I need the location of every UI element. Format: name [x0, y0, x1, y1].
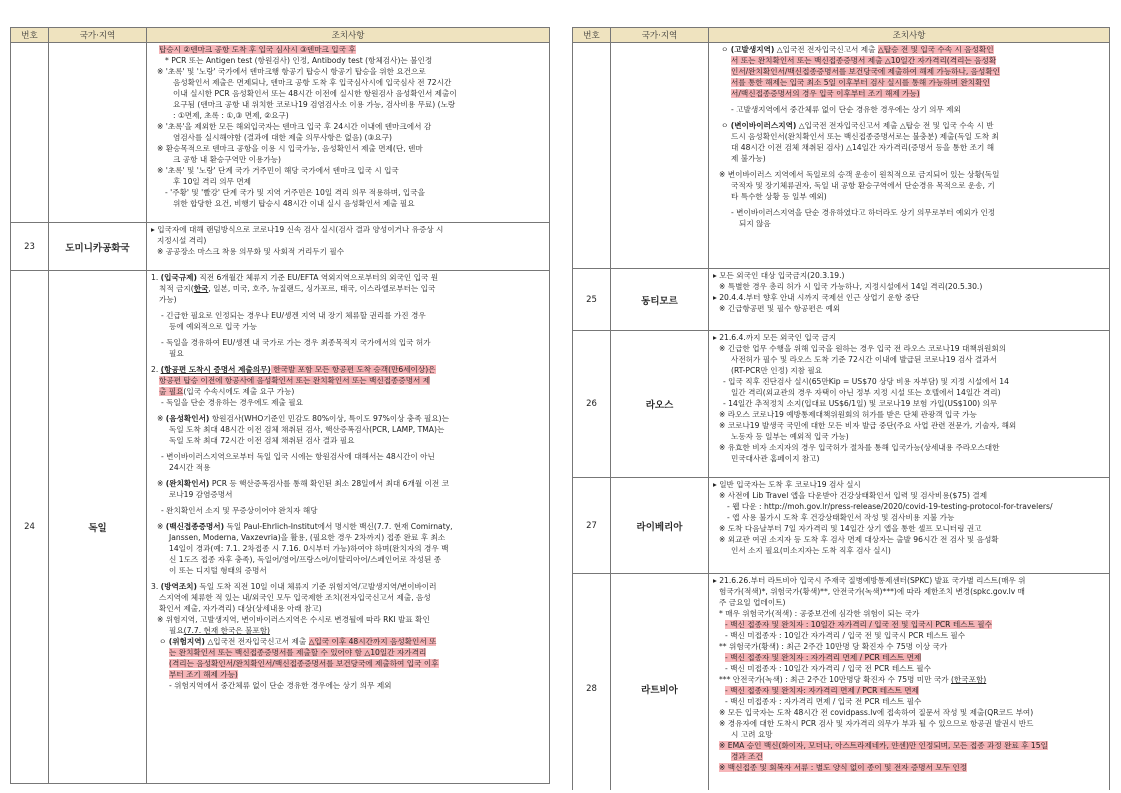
text-segment: 경과 조건 [731, 752, 763, 761]
text-segment: 확인서 제출, 자가격리) 대상(상세내용 아래 참고) [159, 604, 322, 613]
left-page [10, 27, 550, 790]
text-line [151, 581, 545, 592]
text-line [713, 479, 1105, 490]
country-name: 동티모르 [611, 269, 709, 331]
text-segment: ▸ 20.4.4.부터 향후 안내 시까지 국제선 인근 상업기 운항 중단 [713, 293, 920, 302]
text-line [151, 272, 545, 283]
text-segment: 서를 통한 해제는 입국 최소 5일 이후부터 검사 실시를 통해 가능하며 완치확인 [731, 78, 990, 87]
text-line [713, 398, 1105, 409]
text-segment: (위험지역) [168, 637, 206, 646]
text-segment: (격리는 음성확인서/완치확인서/백신접종증명서를 보건당국에 제출하여 입국 이후 [169, 659, 439, 668]
text-line [713, 270, 1105, 281]
text-line [713, 354, 1105, 365]
text-segment: 시 고려 요망 [731, 730, 773, 739]
measures-cell [709, 478, 1110, 574]
text-segment: ㅇ [159, 637, 169, 646]
text-segment: ※ 경유자에 대한 도착시 PCR 검사 및 자가격리 의무가 부과 될 수 있으므로 항공권 발권시 반드 [719, 719, 1034, 728]
text-segment: 국적자 및 장기체류권자, 독일 내 공항 환승구역에서 단순경유 목적으로 운송, 기 [731, 181, 995, 190]
text-segment: (변이바이러스지역) [730, 121, 797, 130]
text-segment: 칙적 금지( [159, 284, 194, 293]
text-segment: 지정시설 격리) [157, 236, 207, 245]
text-segment: - 독일을 단순 경유하는 경우에도 제출 필요 [161, 398, 303, 407]
text-segment: ※ 외교관 여권 소지자 등 도착 후 검사 면제 대상자는 출발 96시간 전 검사 및 음성확 [719, 535, 999, 544]
table-row [573, 269, 1110, 331]
text-line [151, 462, 545, 473]
text-segment: ㅇ [721, 121, 731, 130]
text-segment: ※ 긴급항공편 및 필수 항공편은 예외 [719, 304, 841, 313]
text-line [713, 281, 1105, 292]
text-segment: 독일 도착 최대 48시간 이전 검체 채취된 검사, 핵산증폭검사(PCR, LAMP, TMA)는 [169, 425, 445, 434]
measures-cell [709, 43, 1110, 269]
text-segment: 일간 격리(외교관의 경우 자택이 아닌 정부 지정 시설 또는 호텔에서 14일간 격리) [731, 388, 1001, 397]
right-page [572, 27, 1110, 790]
text-line [151, 44, 545, 55]
text-line [713, 88, 1105, 99]
text-line [713, 718, 1105, 729]
text-line [713, 169, 1105, 180]
table-row [573, 478, 1110, 574]
text-line [713, 523, 1105, 534]
text-segment: ** 위험국가(황색) : 최근 2주간 10만명 당 확진자 수 75명 이상 국가 [719, 642, 948, 651]
text-segment: 14일이 경과(예: 7.1. 2차접종 시 7.16. 0시부터 가능)하여야 하며(완치자의 경우 백 [169, 544, 449, 553]
text-line [713, 218, 1105, 229]
text-segment: 독일 도착 직전 10일 이내 체류지 기준 위험지역/고발생지역/변이바이러 [196, 582, 437, 591]
text-segment: PCR 등 핵산증폭검사를 통해 확인된 최소 28일에서 최대 6개월 이전 코 [209, 479, 449, 488]
text-line [713, 608, 1105, 619]
text-line [151, 154, 545, 165]
header-country: 국가·지역 [49, 28, 147, 43]
measures-cell [709, 574, 1110, 791]
text-line [151, 235, 545, 246]
text-segment: ▸ 일반 입국자는 도착 후 코로나19 검사 실시 [713, 480, 861, 489]
text-line [713, 387, 1105, 398]
text-line [151, 321, 545, 332]
table-row [573, 331, 1110, 478]
text-segment: ▸ 모든 외국인 대상 입국금지(20.3.19.) [713, 271, 845, 280]
text-segment: 인서 소지 필요(미소지자는 도착 직후 검사 실시) [731, 546, 891, 555]
row-number: 25 [573, 269, 611, 331]
header-no: 번호 [573, 28, 611, 43]
country-name: 라오스 [611, 331, 709, 478]
text-segment: ※ '초록'을 제외한 모든 해외입국자는 덴마크 입국 후 24시간 이내에 덴마크에서 감 [157, 122, 432, 131]
text-line [713, 191, 1105, 202]
text-line [151, 658, 545, 669]
text-line [713, 641, 1105, 652]
country-name: 라트비아 [611, 574, 709, 791]
text-line [151, 375, 545, 386]
text-segment: ▸ 21.6.26.부터 라트비아 입국시 주재국 질병예방통제센터(SPKC) 발표 국가별 리스트(매우 위 [713, 576, 1026, 585]
text-segment: 24시간 적용 [169, 463, 211, 472]
text-segment: ※ 도착 다음날부터 7일 자가격리 및 14일간 상기 앱을 통한 셀프 모니터링 권고 [719, 524, 982, 533]
text-line [151, 603, 545, 614]
text-line [713, 131, 1105, 142]
country-name: 독일 [49, 271, 147, 784]
text-segment: (완치확인서) [165, 479, 210, 488]
text-segment: 필요 [169, 349, 184, 358]
text-segment: 후 10일 격리 의무 면제 [173, 177, 252, 186]
text-segment: - 백신 접종자 및 완치자 : 자가격리 면제 / PCR 테스트 면제 [725, 653, 922, 662]
text-segment: 되지 않음 [739, 219, 771, 228]
header-measures: 조치사항 [709, 28, 1110, 43]
text-line [713, 453, 1105, 464]
text-line [713, 303, 1105, 314]
text-segment: 염검사를 실시해야함 (결과에 대한 제출 의무사항은 없음) (③요구) [173, 133, 392, 142]
text-segment: (고발생지역) [730, 45, 775, 54]
measures-cell [709, 269, 1110, 331]
text-line [713, 332, 1105, 343]
text-segment: - 긴급한 필요로 인정되는 경우나 EU/솅겐 지역 내 장기 체류할 권리를 가진 경우 [161, 311, 426, 320]
text-segment: 독일 도착 최대 72시간 이전 검체 채취된 검사 결과 필요 [169, 436, 355, 445]
text-segment: (항공편 도착시 증명서 제출의무) [160, 365, 271, 374]
text-segment: 2. [151, 365, 161, 374]
text-segment: ※ '초록' 및 '노랑' 국가에서 덴마크행 항공기 탑승시 항공기 탑승을 위한 요건으로 [157, 67, 426, 76]
text-line [713, 696, 1105, 707]
text-segment: (한국포함) [950, 675, 987, 684]
text-line [713, 630, 1105, 641]
row-number: 27 [573, 478, 611, 574]
text-line [151, 614, 545, 625]
text-line [713, 751, 1105, 762]
text-line [151, 246, 545, 257]
text-line [713, 685, 1105, 696]
text-line [151, 337, 545, 348]
text-line [151, 413, 545, 424]
text-line [713, 575, 1105, 586]
text-line [713, 77, 1105, 88]
entry-measures-table-left [10, 27, 550, 784]
text-segment: 위한 합당한 요건, 비행기 탑승시 48시간 이내 실시 음성확인서 제출 필요 [173, 199, 415, 208]
text-segment: - 백신 미접종자 : 자가격리 면제 / 입국 전 PCR 테스트 필수 [725, 697, 922, 706]
table-row [11, 43, 550, 223]
text-line [151, 478, 545, 489]
table-row [11, 223, 550, 271]
text-segment: (음성확인서) [165, 414, 210, 423]
text-segment: - 백신 접종자 및 완치자 : 10일간 자가격리 / 입국 전 및 입국시 PCR 테스트 필수 [725, 620, 992, 629]
text-segment: 노동자 등 일부는 예외적 입국 가능) [731, 432, 849, 441]
text-segment: 인서/완치확인서/백신접종증명서를 보건당국에 제출하여 해제 가능하나, 음성확인 [731, 67, 1001, 76]
text-line [151, 424, 545, 435]
text-segment: - 앱 사용 불가시 도착 후 건강상태확인서 작성 및 검사비용 지불 가능 [727, 513, 955, 522]
country-name [611, 43, 709, 269]
measures-cell [709, 331, 1110, 478]
text-segment: ※ 긴급한 업무 수행을 위해 입국을 원하는 경우 입국 전 라오스 코로나19 대책위원회의 [719, 344, 1007, 353]
text-segment: ※ 환승목적으로 덴마크 공항을 이용 시 입국가능, 음성확인서 제출 면제(단, 덴마 [157, 144, 423, 153]
text-segment: ※ EMA 승인 백신(화이자, 모더나, 아스트라제네카, 얀센)만 인정되며, 모든 접종 과정 완료 후 15일 [719, 741, 1048, 750]
text-segment: 가능) [159, 295, 177, 304]
text-segment: 서 또는 완치확인서 또는 백신접종증명서 제출 △10일간 자가격리(격리는 음성확 [731, 56, 997, 65]
text-line [713, 512, 1105, 523]
text-segment: , 일본, 미국, 호주, 뉴질랜드, 싱가포르, 태국, 이스라엘로부터는 입국 [208, 284, 436, 293]
row-number: 24 [11, 271, 49, 784]
text-segment: : ①면제, 초록 : ①,③ 면제, ②요구) [173, 111, 289, 120]
text-line [713, 545, 1105, 556]
text-segment: - 고발생지역에서 중간체류 없이 단순 경유한 경우에는 상기 의무 제외 [731, 105, 961, 114]
text-segment: 스지역에 체류한 적 있는 내/외국인 모두 입국제한 조치(전자입국신고서 제출, 음성 [159, 593, 431, 602]
text-segment: ※ 공공장소 마스크 착용 의무화 및 사회적 거리두기 필수 [157, 247, 345, 256]
text-line [713, 762, 1105, 773]
text-segment: ※ 위험지역, 고발생지역, 변이바이러스지역은 수시로 변경될에 따라 RKI 발표 확인 [157, 615, 430, 624]
text-segment: △입국전 전자입국신고서 제출 [774, 45, 878, 54]
text-line [713, 142, 1105, 153]
text-segment: 직전 6개월간 체류지 기준 EU/EFTA 역외지역으로부터의 외국인 입국 원 [196, 273, 439, 282]
text-segment: 출 필요 [159, 387, 184, 396]
text-line [151, 99, 545, 110]
text-line [151, 121, 545, 132]
text-line [713, 409, 1105, 420]
text-segment: 항원검사(WHO기준인 민감도 80%이상, 특이도 97%이상 충족 필요)는 [209, 414, 449, 423]
text-line [713, 207, 1105, 218]
text-line [713, 442, 1105, 453]
text-line [713, 729, 1105, 740]
text-line [151, 132, 545, 143]
text-line [151, 532, 545, 543]
text-segment: 한국발 포함 모든 항공편 도착 승객(만6세이상)은 [270, 365, 436, 374]
text-segment: 신 1도즈 접종 자후 충족), 독일어/영어/프랑스어/이탈리아어/스페인어로 작성된 종 [169, 555, 442, 564]
text-line [713, 44, 1105, 55]
text-segment: ※ 모든 입국자는 도착 48시간 전 covidpass.lv에 접속하여 질문서 작성 및 제출(QR코드 부여) [719, 708, 1034, 717]
table-row [573, 43, 1110, 269]
text-segment: 민국대사관 홈페이지 참고) [731, 454, 820, 463]
text-segment: ※ 사전에 Lib Travel 앱을 다운받아 건강상태확인서 입력 및 검사비용($75) 결제 [719, 491, 988, 500]
text-segment: - 14일간 추적정치 소지(입대료 US$6/1일) 및 코로나19 보험 가입(US$100) 의무 [723, 399, 998, 408]
text-segment: (7.7. 현재 한국은 불포함) [183, 626, 271, 635]
text-line [151, 397, 545, 408]
text-line [713, 740, 1105, 751]
text-segment: ※ '초록' 및 '노랑' 단계 국가 거주민이 해당 국가에서 덴마크 입국 시 입국 [157, 166, 399, 175]
header-country: 국가·지역 [611, 28, 709, 43]
text-line [151, 176, 545, 187]
text-segment: ※ 변이바이러스 지역에서 독일로의 승객 운송이 원칙적으로 금지되어 있는 상황(독일 [719, 170, 1000, 179]
text-line [713, 707, 1105, 718]
text-segment: △입국전 전자입국신고서 제출 △탑승 전 및 입국 수속 시 반 [796, 121, 994, 130]
text-segment: ▸ 입국자에 대해 랜덤방식으로 코로나19 신속 검사 실시(검사 결과 양성이거나 유증상 시 [151, 225, 444, 234]
text-line [713, 376, 1105, 387]
text-line [713, 619, 1105, 630]
text-segment: 드시 음성확인서(완치확인서 또는 백신접종증명서로는 불충분) 제출(독일 도착 최 [731, 132, 999, 141]
text-line [151, 669, 545, 680]
measures-cell [147, 271, 550, 784]
text-line [713, 365, 1105, 376]
text-segment: 제 불가능) [731, 154, 766, 163]
text-segment: - 완치확인서 소지 및 무증상이어야 완치자 해당 [161, 506, 318, 515]
text-segment: 대 48시간 이전 검체 채취된 검사) △14일간 자가격리(증명서 등을 통한 조기 해 [731, 143, 995, 152]
text-segment: (RT-PCR만 인정) 지참 필요 [731, 366, 823, 375]
text-segment: 이 또는 디지털 형태의 증명서 [169, 566, 267, 575]
text-line [713, 153, 1105, 164]
text-segment: 1. [151, 273, 161, 282]
text-segment: 사전허가 필수 및 라오스 도착 기준 72시간 이내에 발급된 코로나19 검사 결과서 [731, 355, 997, 364]
text-segment: - 변이바이러스지역으로부터 독일 입국 시에는 항원검사에 대해서는 48시간이 아닌 [161, 452, 435, 461]
text-segment: 독일 Paul-Ehrlich-Institut에서 명시한 백신(7.7. 현재 Comirnaty, [224, 522, 453, 531]
text-segment: ※ 특별한 경우 총리 허가 시 입국 가능하나, 지정시설에서 14일 격리(20.5.30.) [719, 282, 983, 291]
text-line [713, 343, 1105, 354]
text-segment: - 백신 미접종자 : 10일간 자가격리 / 입국 전 및 입국시 PCR 테스트 필수 [725, 631, 966, 640]
text-segment: Janssen, Moderna, Vaxzevria)을 활용, (필요한 경우 2차까지) 접종 완료 후 최소 [169, 533, 446, 542]
text-line [151, 88, 545, 99]
text-segment: * 매우 위험국가(적색) : 공중보건에 심각한 위험이 되는 국가 [719, 609, 920, 618]
country-name [49, 43, 147, 223]
text-line [151, 77, 545, 88]
row-number: 23 [11, 223, 49, 271]
text-segment: - 백신 미접종자 : 10일간 자가격리 / 입국 전 PCR 테스트 필수 [725, 664, 931, 673]
text-line [151, 592, 545, 603]
text-segment: (입국 수속시에도 제출 요구 가능) [183, 387, 295, 396]
text-line [713, 55, 1105, 66]
text-segment: 이내 실시한 PCR 음성확인서 또는 48시간 이전에 실시한 항원검사 음성확인서 제출이 [173, 89, 457, 98]
text-segment: 등에 예외적으로 입국 가능 [169, 322, 257, 331]
row-number: 28 [573, 574, 611, 791]
text-segment: - 위험지역에서 중간체류 없이 단순 경유한 경우에는 상기 의무 제외 [169, 681, 392, 690]
text-segment: ※ 유효한 비자 소지자의 경우 입국허가 절차를 통해 입국가능(상세내용 주라오스대한 [719, 443, 1000, 452]
text-segment: 요구됨 (덴마크 공항 내 위치한 코로나19 검염검사소 이용 가능, 검사비용 무료) (노랑 [173, 100, 456, 109]
text-segment: 필요 [169, 626, 184, 635]
text-line [151, 565, 545, 576]
text-line [713, 663, 1105, 674]
text-line [713, 431, 1105, 442]
text-line [713, 490, 1105, 501]
text-segment: 크 공항 내 환승구역만 이용가능) [173, 155, 281, 164]
text-line [151, 451, 545, 462]
row-number [573, 43, 611, 269]
text-line [713, 652, 1105, 663]
text-segment: ※ 백신접종 및 회복자 서류 : 별도 양식 없이 종이 및 전자 증명서 모두 인정 [719, 763, 968, 772]
text-line [151, 489, 545, 500]
text-line [151, 187, 545, 198]
table-header-row [573, 28, 1110, 43]
text-segment: ※ [157, 479, 166, 488]
text-line [151, 283, 545, 294]
text-segment: - 변이바이러스지역을 단순 경유하였다고 하더라도 상기 의무로부터 예외가 인정 [731, 208, 996, 217]
text-line [151, 364, 545, 375]
text-line [151, 554, 545, 565]
text-line [151, 647, 545, 658]
row-number [11, 43, 49, 223]
text-segment: ▸ 21.6.4.까지 모든 외국인 입국 금지 [713, 333, 837, 342]
text-segment: 는 완치확인서 또는 백신접종증명서를 제출할 수 있어야 함 △10일간 자가격리 [169, 648, 427, 657]
text-segment: ※ 라오스 코로나19 예방통제대책위원회의 허가를 받은 단체 관광객 입국 가능 [719, 410, 977, 419]
text-segment: *** 안전국가(녹색) : 최근 2주간 10만명당 확진자 수 75명 미만 국가 [719, 675, 951, 684]
text-line [713, 66, 1105, 77]
text-segment: 주 금요일 업데이트) [719, 598, 786, 607]
text-segment: 타 특수한 상황 등 일부 예외) [731, 192, 827, 201]
text-segment: △입국전 전자입국신고서 제출 [205, 637, 309, 646]
text-segment: - 입국 직후 진단검사 실시(65만Kip = US$70 상당 비용 자부담) 및 지정 시설에서 14 [723, 377, 1009, 386]
header-measures: 조치사항 [147, 28, 550, 43]
text-line [151, 505, 545, 516]
text-line [713, 501, 1105, 512]
text-line [151, 435, 545, 446]
text-segment: 3. [151, 582, 161, 591]
text-segment: (입국규제) [160, 273, 197, 282]
text-line [151, 348, 545, 359]
text-segment: △입국 이후 48시간까지 음성확인서 또 [308, 637, 437, 646]
text-segment: 부터 조기 해제 가능) [169, 670, 238, 679]
text-segment: - 독일을 경유하여 EU/솅겐 내 국가로 가는 경우 최종목적지 국가에서의 입국 허가 [161, 338, 431, 347]
table-header-row [11, 28, 550, 43]
country-name: 라이베리아 [611, 478, 709, 574]
text-line [151, 521, 545, 532]
text-line [151, 625, 545, 636]
text-segment: △탑승 전 및 입국 수속 시 음성확인 [877, 45, 994, 54]
text-line [151, 680, 545, 691]
text-line [151, 636, 545, 647]
row-number: 26 [573, 331, 611, 478]
text-segment: 로나19 감염증명서 [169, 490, 233, 499]
text-segment: 험국가(적색)*, 위험국가(황색)**, 안전국가(녹색)***)에 따라 제한조치 변경(spkc.gov.lv 매 [719, 587, 1026, 596]
text-segment: ※ [157, 522, 166, 531]
text-segment: 음성확인서 제출은 면제되나, 덴마크 공항 도착 후 입국심사시에 입국심사 전 72시간 [173, 78, 452, 87]
text-line [151, 110, 545, 121]
country-name: 도미니카공화국 [49, 223, 147, 271]
text-segment: (백신접종증명서) [165, 522, 225, 531]
text-line [151, 165, 545, 176]
text-line [151, 143, 545, 154]
text-segment: (방역조치) [160, 582, 197, 591]
text-line [713, 674, 1105, 685]
text-line [713, 420, 1105, 431]
text-segment: * PCR 또는 Antigen test (항원검사) 인정, Antibody test (항체검사)는 불인정 [165, 56, 433, 65]
text-line [151, 198, 545, 209]
text-line [151, 310, 545, 321]
text-line [151, 543, 545, 554]
text-segment: 서/백신접종증명서의 경우 입국 이후부터 조기 해제 가능) [731, 89, 920, 98]
text-line [151, 294, 545, 305]
table-row [11, 271, 550, 784]
text-segment: 항공편 탑승 이전에 항공사에 음성확인서 또는 완치확인서 또는 백신접종증명서 제 [159, 376, 431, 385]
text-line [713, 597, 1105, 608]
text-segment: ㅇ [721, 45, 731, 54]
text-segment: 한국 [193, 284, 209, 293]
measures-cell [147, 43, 550, 223]
text-line [713, 586, 1105, 597]
text-segment: 탑승시 ②덴마크 공항 도착 후 입국 심사시 ③덴마크 입국 후 [159, 45, 356, 54]
measures-cell [147, 223, 550, 271]
text-line [713, 292, 1105, 303]
text-line [151, 224, 545, 235]
text-segment: - 백신 접종자 및 완치자: 자가격리 면제 / PCR 테스트 면제 [725, 686, 919, 695]
text-line [151, 66, 545, 77]
entry-measures-table-right [572, 27, 1110, 790]
text-segment: - 웹 다운 : http://moh.gov.lr/press-release/2020/covid-19-testing-protocol-for-travelers/ [727, 502, 1053, 511]
table-row [573, 574, 1110, 791]
header-no: 번호 [11, 28, 49, 43]
text-line [713, 120, 1105, 131]
text-line [713, 104, 1105, 115]
text-segment: - '주황' 및 '빨강' 단계 국가 및 지역 거주민은 10일 격리 의무 적용하며, 입국을 [165, 188, 425, 197]
text-line [151, 55, 545, 66]
text-segment: ※ [157, 414, 166, 423]
text-segment: ※ 코로나19 발생국 국민에 대한 모든 비자 발급 중단(주요 사업 관련 전문가, 기술자, 해외 [719, 421, 1017, 430]
text-line [713, 534, 1105, 545]
text-line [151, 386, 545, 397]
text-line [713, 180, 1105, 191]
